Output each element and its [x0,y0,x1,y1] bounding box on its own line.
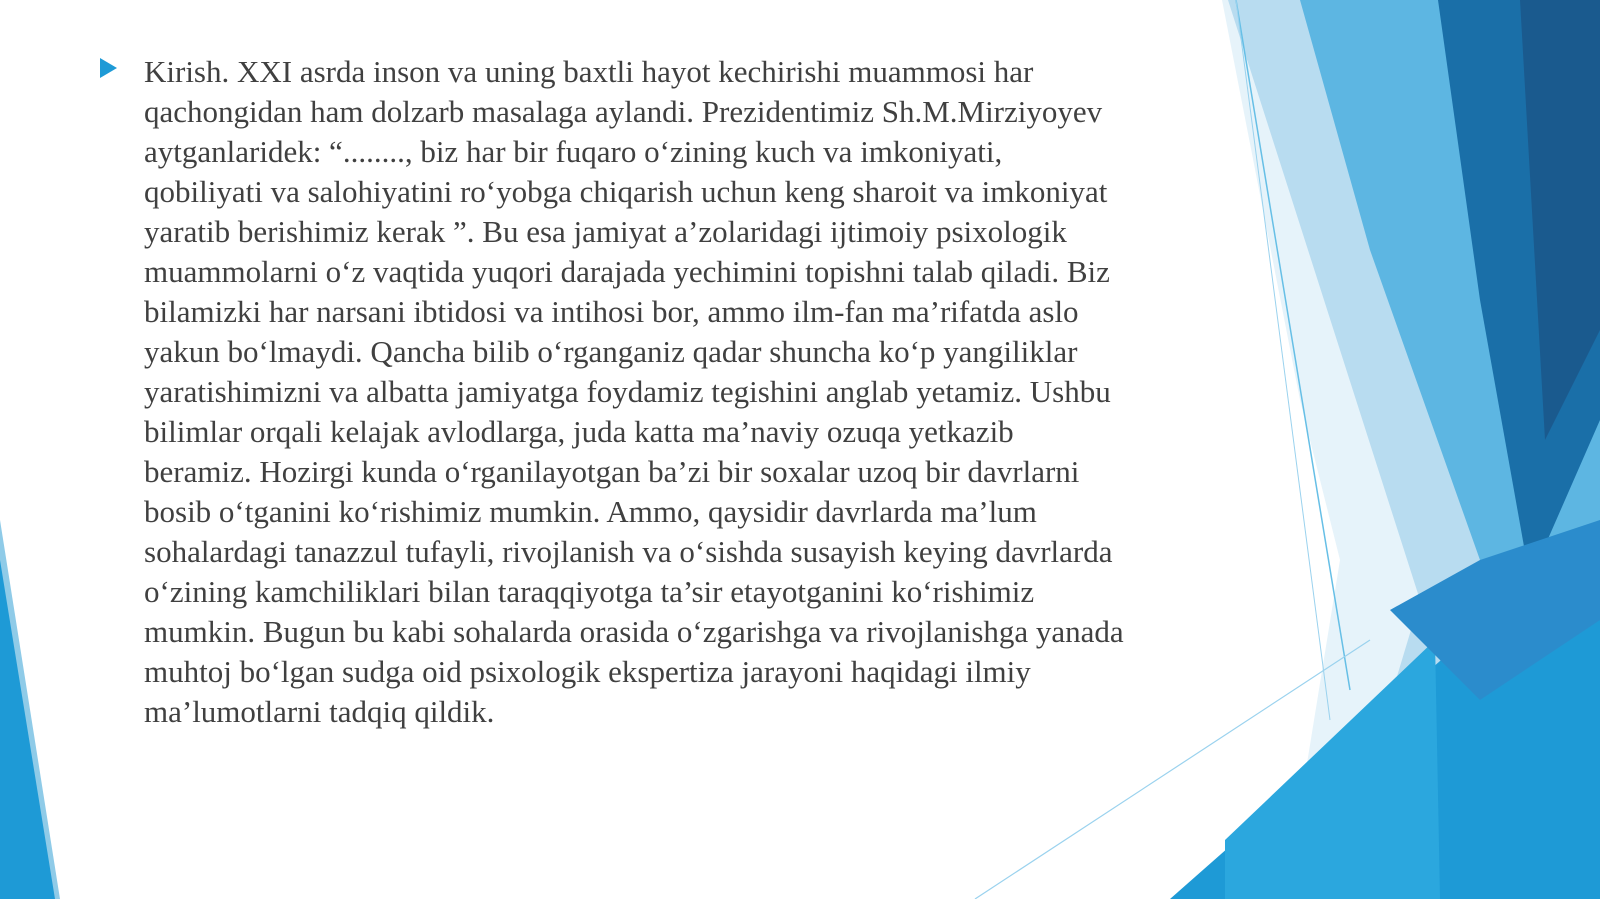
bullet-item [98,52,1208,732]
content-area [98,52,1208,732]
body-paragraph: Kirish. XXI asrda inson va uning baxtli hayot kechirishi muammosi har qachongidan ham dolzarb masalaga aylandi. Prezidentimiz Sh.M.Mirziyoyev aytganlaridek: “........, biz har bir fuqaro o‘zining kuch va imkoniyati, qobiliyati va salohiyatini ro‘yobga chiqarish uchun keng sharoit va imkoniyat yaratib berishimiz kerak ”. Bu esa jamiyat a’zolaridagi ijtimoiy psixologik muammolarni o‘z vaqtida yuqori darajada yechimini topishni talab qiladi. Biz bilamizki har narsani ibtidosi va intihosi bor, ammo ilm-fan ma’rifatda aslo yakun bo‘lmaydi. Qancha bilib o‘rganganiz qadar shuncha ko‘p yangiliklar yaratishimizni va albatta jamiyatga foydamiz tegishini anglab yetamiz. Ushbu bilimlar orqali kelajak avlodlarga, juda katta ma’naviy ozuqa yetkazib beramiz. Hozirgi kunda o‘rganilayotgan ba’zi bir soxalar uzoq bir davrlarni bosib o‘tganini ko‘rishimiz mumkin. Ammo, qaysidir davrlarda ma’lum sohalardagi tanazzul tufayli, rivojlanish va o‘sishda susayish keying davrlarda o‘zining kamchiliklari bilan taraqqiyotga ta’sir etayotganini ko‘rishimiz mumkin. Bugun bu kabi sohalarda orasida o‘zgarishga va rivojlanishga yanada muhtoj bo‘lgan sudga oid psixologik ekspertiza jarayoni haqidagi ilmiy ma’lumotlarni tadqiq qildik. [144,54,1124,729]
triangle-right-icon [98,52,144,79]
